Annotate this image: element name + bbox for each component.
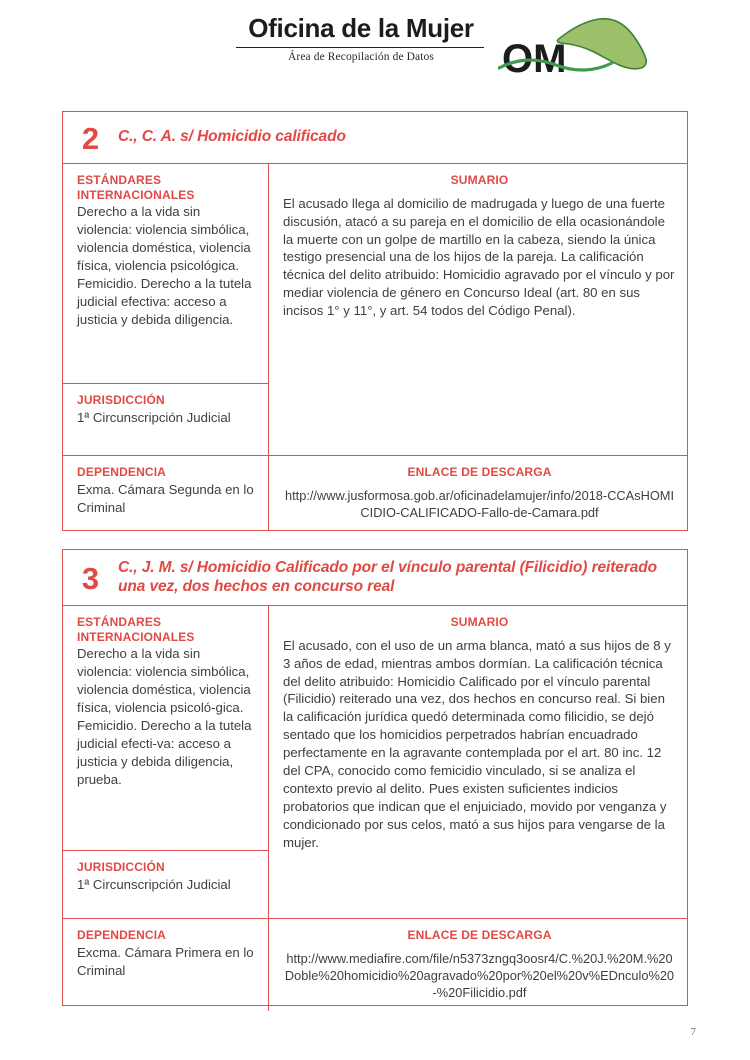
estandares-label	[77, 615, 257, 644]
dependencia-text: Exma. Cámara Segunda en lo Criminal	[77, 481, 254, 515]
sumario-label: SUMARIO	[450, 173, 509, 187]
case-card-3	[62, 549, 688, 1006]
dependencia-text: Excma. Cámara Primera en lo Criminal	[77, 944, 254, 978]
page-header	[0, 0, 750, 95]
case-body	[63, 606, 687, 1011]
case-right-column	[269, 164, 687, 531]
case-left-column	[63, 606, 269, 1011]
estandares-label-line1: ESTÁNDARES	[77, 615, 162, 629]
jurisdiccion-label: JURISDICCIÓN	[77, 393, 165, 407]
om-logo-graphic	[498, 16, 658, 82]
enlace-section	[269, 455, 687, 531]
estandares-label-line1: ESTÁNDARES	[77, 173, 162, 187]
enlace-label: ENLACE DE DESCARGA	[407, 465, 552, 479]
estandares-section	[63, 606, 268, 850]
header-title-block	[236, 14, 486, 63]
sumario-text: El acusado, con el uso de un arma blanca, mató a sus hijos de 8 y 3 años de edad, mientras ambos dormían. La calificación técnica del delito atribuido: Homicidio Calificado por el vínculo parental (Filicidio) reiterado una vez, dos hechos en concurso real. Si bien la calificación jurídica quedó determinada como filicidio, se dejó sentado que los homicidios perpetrados habrían encuadrado perfectamente en la agravante contemplada por el art. 80 inc. 12 del CPA, conocido como femicidio vinculado, si se analiza el contexto previo al delito. Pues existen suficientes indicios probatorios que indican que el enjuiciado, movido por venganza y condicionado por sus celos, mató a sus hijos para vengarse de la mujer.	[283, 637, 671, 851]
header-divider-rule	[236, 47, 484, 48]
jurisdiccion-section	[63, 383, 268, 455]
jurisdiccion-text: 1ª Circunscripción Judicial	[77, 876, 231, 892]
map-outline-icon	[557, 19, 646, 69]
sumario-section	[269, 606, 687, 918]
jurisdiccion-text: 1ª Circunscripción Judicial	[77, 409, 231, 425]
om-logo-letters: OM	[502, 37, 567, 81]
download-link[interactable]: http://www.mediafire.com/file/n5373zngq3oosr4/C.%20J.%20M.%20Doble%20homicidio%20agravado%20por%20el%20v%EDnculo%20-%20Filicidio.pdf	[284, 950, 675, 1001]
case-body	[63, 164, 687, 531]
download-link[interactable]: http://www.jusformosa.gob.ar/oficinadelamujer/info/2018-CCAsHOMICIDIO-CALIFICADO-Fallo-de-Camara.pdf	[284, 487, 675, 520]
estandares-label-line2: INTERNACIONALES	[77, 187, 195, 202]
om-logo	[498, 16, 658, 82]
case-number: 3	[81, 561, 100, 596]
case-title: C., C. A. s/ Homicidio calificado	[118, 128, 346, 146]
case-header	[63, 112, 687, 164]
case-left-column	[63, 164, 269, 531]
sumario-label: SUMARIO	[450, 615, 509, 629]
page-title: Oficina de la Mujer	[248, 13, 474, 43]
case-header	[63, 550, 687, 606]
estandares-text: Derecho a la vida sin violencia: violencia simbólica, violencia doméstica, violencia física, violencia psicológica. Femicidio. Derecho a la tutela judicial efectiva: acceso a justicia y debida diligencia.	[77, 204, 252, 327]
case-right-column	[269, 606, 687, 1011]
enlace-section	[269, 918, 687, 1011]
jurisdiccion-label: JURISDICCIÓN	[77, 860, 165, 874]
jurisdiccion-section	[63, 850, 268, 918]
sumario-text: El acusado llega al domicilio de madrugada y luego de una fuerte discusión, atacó a su pareja en el domicilio de ella ocasionándole la muerte con un golpe de martillo en la cabeza, siendo la única testigo presencial una de los hijos de la pareja. La calificación técnica del delito atribuido: Homicidio agravado por el vínculo y por mediar violencia de género en Concurso Ideal (art. 80 en sus incisos 1° y 11°, y art. 54 todos del Código Penal).	[283, 195, 675, 319]
page-subtitle: Área de Recopilación de Datos	[288, 50, 434, 63]
case-number: 2	[81, 121, 100, 156]
estandares-section	[63, 164, 268, 383]
case-card-2	[62, 111, 688, 531]
dependencia-label: DEPENDENCIA	[77, 928, 166, 942]
case-title: C., J. M. s/ Homicidio Calificado por el vínculo parental (Filicidio) reiterado una vez, dos hechos en concurso real	[118, 559, 657, 595]
dependencia-section	[63, 455, 268, 527]
estandares-label	[77, 173, 257, 202]
estandares-text: Derecho a la vida sin violencia: violencia simbólica, violencia doméstica, violencia física, violencia psicoló-gica. Femicidio. Derecho a la tutela judicial efecti-va: acceso a justicia y debida diligencia, prueba.	[77, 646, 252, 787]
sumario-section	[269, 164, 687, 455]
estandares-label-line2: INTERNACIONALES	[77, 629, 195, 644]
enlace-label: ENLACE DE DESCARGA	[407, 928, 552, 942]
dependencia-section	[63, 918, 268, 990]
page-number: 7	[690, 1026, 696, 1038]
dependencia-label: DEPENDENCIA	[77, 465, 166, 479]
